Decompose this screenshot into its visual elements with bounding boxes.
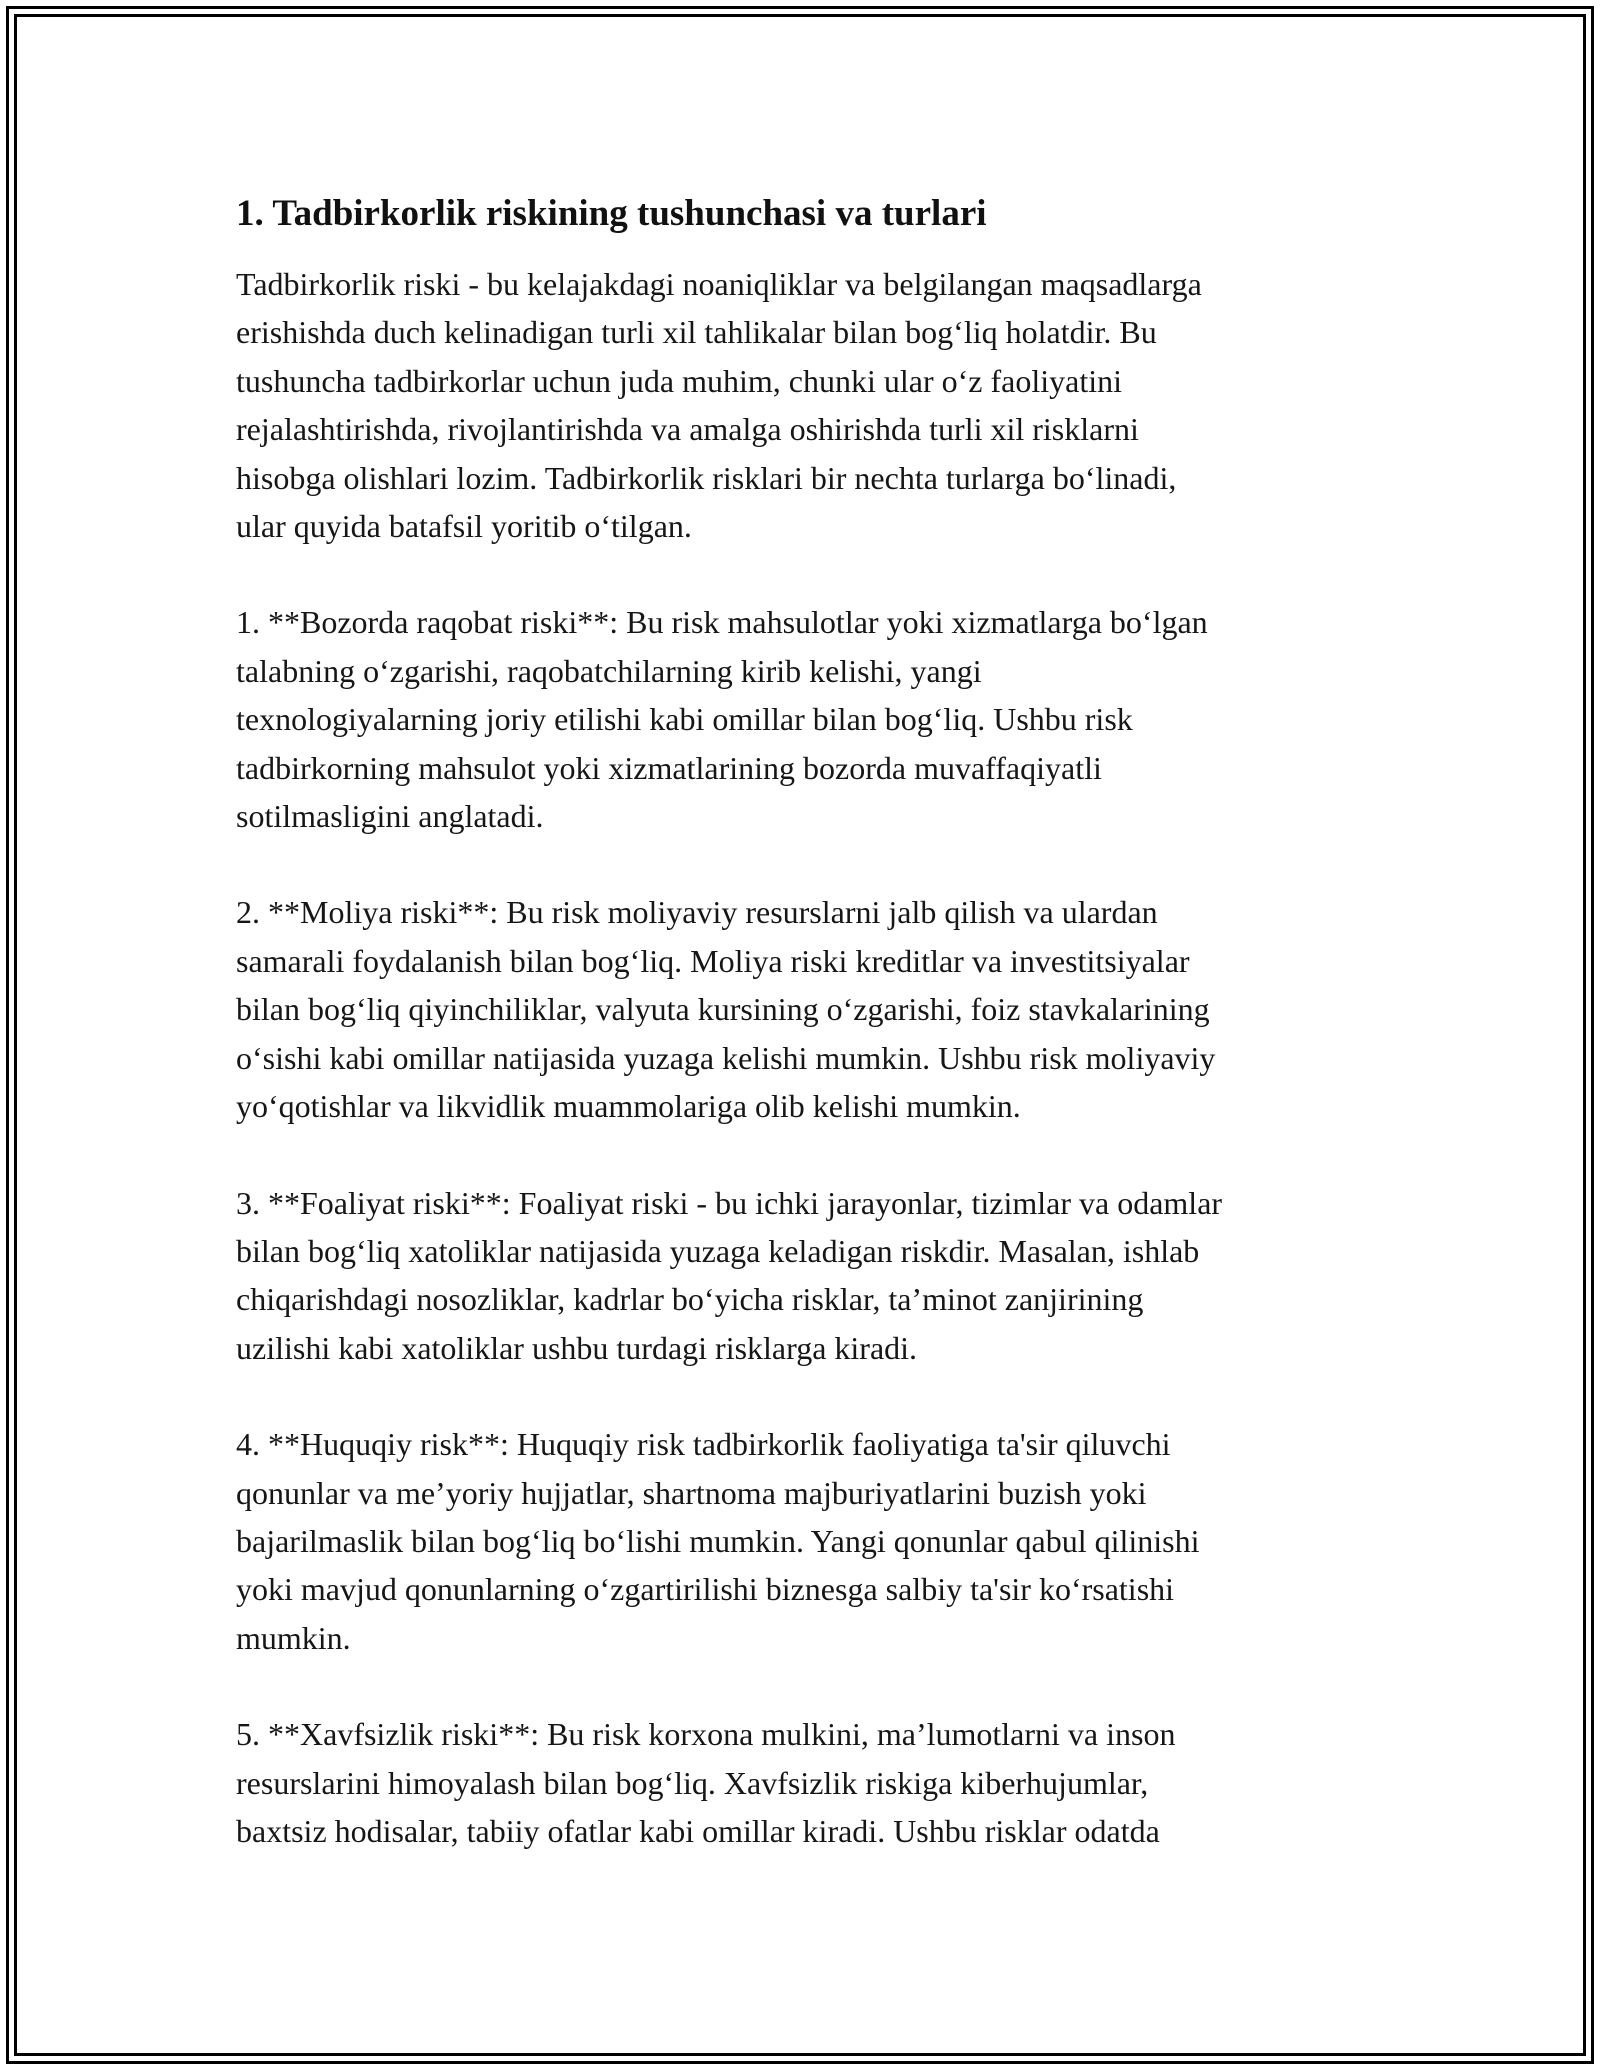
text-line: tadbirkorning mahsulot yoki xizmatlarining bozorda muvaffaqiyatli xyxy=(236,749,1102,786)
text-line: bajarilmaslik bilan bog‘liq bo‘lishi mumkin. Yangi qonunlar qabul qilinishi xyxy=(236,1522,1200,1559)
text-line: erishishda duch kelinadigan turli xil tahlikalar bilan bog‘liq holatdir. Bu xyxy=(236,314,1157,351)
text-line: hisobga olishlari lozim. Tadbirkorlik risklari bir nechta turlarga bo‘linadi, xyxy=(236,459,1177,496)
text-line: 3. **Foaliyat riski**: Foaliyat riski - bu ichki jarayonlar, tizimlar va odamlar xyxy=(236,1184,1223,1221)
text-line: bilan bog‘liq xatoliklar natijasida yuzaga keladigan riskdir. Masalan, ishlab xyxy=(236,1232,1200,1269)
text-line: samarali foydalanish bilan bog‘liq. Moliya riski kreditlar va investitsiyalar xyxy=(236,942,1190,979)
text-line: mumkin. xyxy=(236,1619,351,1656)
text-line: o‘sishi kabi omillar natijasida yuzaga kelishi mumkin. Ushbu risk moliyaviy xyxy=(236,1039,1216,1076)
text-line: 5. **Xavfsizlik riski**: Bu risk korxona mulkini, ma’lumotlarni va inson xyxy=(236,1716,1176,1753)
intro-paragraph xyxy=(236,260,1386,550)
text-line: sotilmasligini anglatadi. xyxy=(236,798,544,835)
text-line: yoki mavjud qonunlarning o‘zgartirilishi biznesga salbiy ta'sir ko‘rsatishi xyxy=(236,1571,1175,1608)
text-line: uzilishi kabi xatoliklar ushbu turdagi risklarga kiradi. xyxy=(236,1329,918,1366)
text-line: talabning o‘zgarishi, raqobatchilarning kirib kelishi, yangi xyxy=(236,652,982,689)
operational-risk-paragraph xyxy=(236,1179,1386,1373)
security-risk-paragraph xyxy=(236,1710,1386,1855)
text-line: ular quyida batafsil yoritib o‘tilgan. xyxy=(236,508,692,545)
text-line: baxtsiz hodisalar, tabiiy ofatlar kabi omillar kiradi. Ushbu risklar odatda xyxy=(236,1812,1160,1849)
text-line: bilan bog‘liq qiyinchiliklar, valyuta kursining o‘zgarishi, foiz stavkalarining xyxy=(236,991,1210,1028)
section-heading: 1. Tadbirkorlik riskining tushunchasi va turlari xyxy=(236,193,987,234)
text-line: 2. **Moliya riski**: Bu risk moliyaviy resurslarni jalb qilish va ulardan xyxy=(236,894,1158,931)
text-line: rejalashtirishda, rivojlantirishda va amalga oshirishda turli xil risklarni xyxy=(236,411,1139,448)
text-line: qonunlar va me’yoriy hujjatlar, shartnoma majburiyatlarini buzish yoki xyxy=(236,1474,1147,1511)
text-line: 4. **Huquqiy risk**: Huquqiy risk tadbirkorlik faoliyatiga ta'sir qiluvchi xyxy=(236,1426,1171,1463)
text-line: chiqarishdagi nosozliklar, kadrlar bo‘yicha risklar, ta’minot zanjirining xyxy=(236,1281,1144,1318)
text-line: 1. **Bozorda raqobat riski**: Bu risk mahsulotlar yoki xizmatlarga bo‘lgan xyxy=(236,604,1208,641)
text-line: resurslarini himoyalash bilan bog‘liq. Xavfsizlik riskiga kiberhujumlar, xyxy=(236,1764,1149,1801)
text-line: Tadbirkorlik riski - bu kelajakdagi noaniqliklar va belgilangan maqsadlarga xyxy=(236,266,1202,302)
finance-risk-paragraph xyxy=(236,888,1386,1130)
text-line: yo‘qotishlar va likvidlik muammolariga olib kelishi mumkin. xyxy=(236,1088,1021,1125)
legal-risk-paragraph xyxy=(236,1420,1386,1662)
market-risk-paragraph xyxy=(236,598,1386,840)
text-line: tushuncha tadbirkorlar uchun juda muhim, chunki ular o‘z faoliyatini xyxy=(236,362,1122,399)
document-body xyxy=(236,190,1386,1903)
text-line: texnologiyalarning joriy etilishi kabi omillar bilan bog‘liq. Ushbu risk xyxy=(236,701,1133,738)
